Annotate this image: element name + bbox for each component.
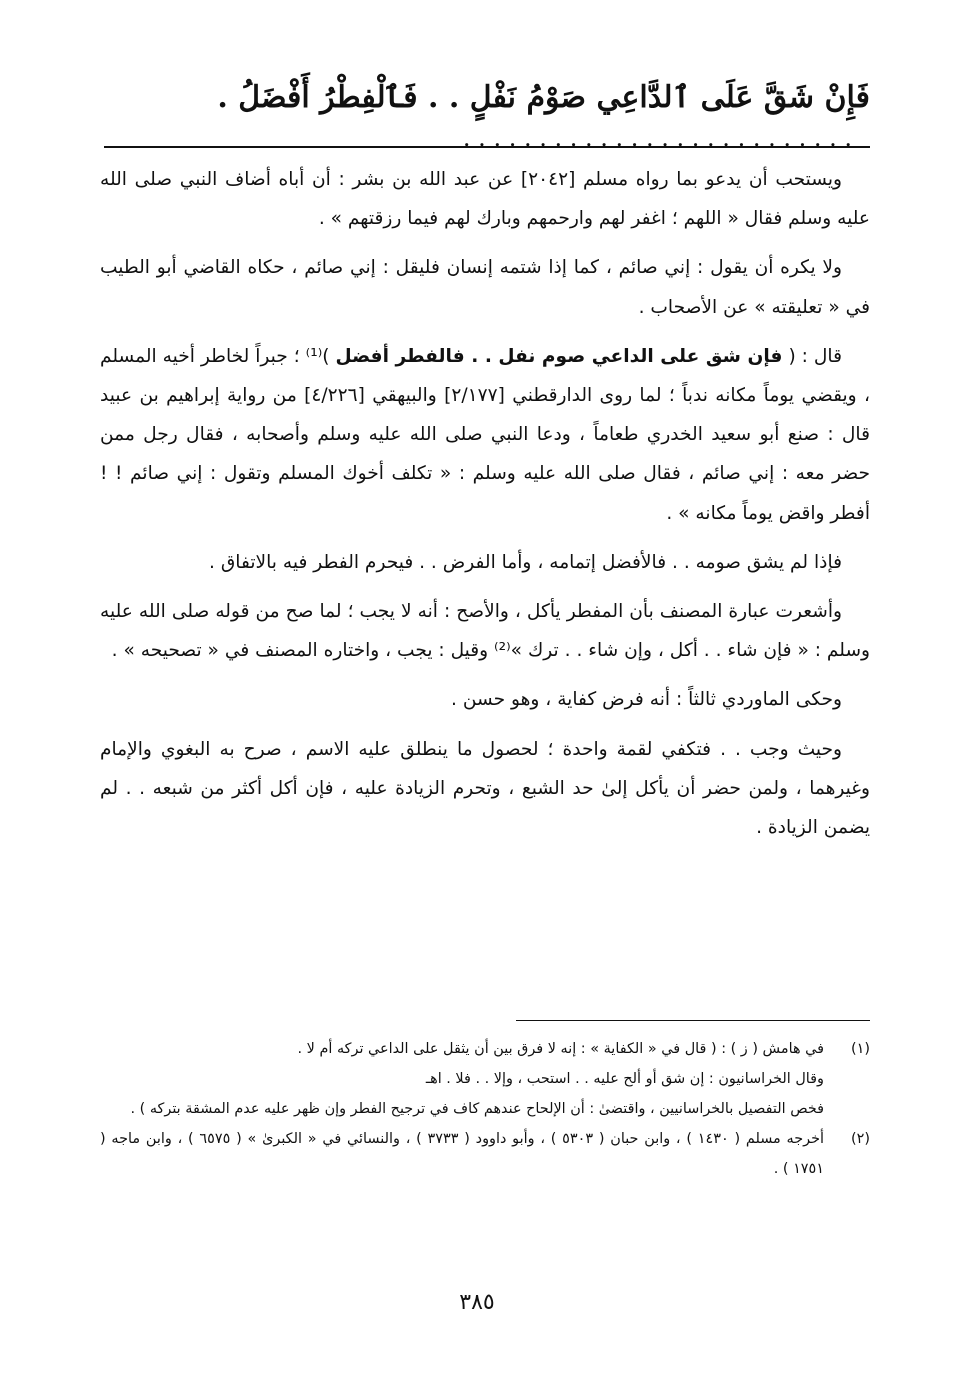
paragraph-3-intro: قال : ( (782, 345, 842, 367)
paragraph-4: فإذا لم يشق صومه . . فالأفضل إتمامه ، وأما الفرض . . فيحرم الفطر فيه بالاتفاق . (209, 551, 842, 573)
footnote-2 (100, 1124, 870, 1184)
paragraph-3-rest: )⁽¹⁾ ؛ جبراً لخاطر أخيه المسلم ، ويقضي يوماً مكانه ندباً ؛ لما روى الدارقطني [٢/١٧٧] والبيهقي [٤/٢٢٦] من رواية إبراهيم بن عبيد قال : صنع أبو سعيد الخدري طعاماً ، ودعا النبي صلى الله عليه وسلم وأصحابه ، فقال رجل ممن حضر معه : إني صائم ، فقال صلى الله عليه وسلم : « تكلف أخوك المسلم وتقول : إني صائم ! ! أفطر واقض يوماً مكانه » . (100, 345, 870, 524)
footnote-1 (100, 1034, 870, 1064)
footnote-separator (516, 1020, 870, 1021)
paragraph-5: وأشعرت عبارة المصنف بأن المفطر يأكل ، والأصح : أنه لا يجب ؛ لما صح من قوله صلى الله عليه وسلم : « فإن شاء . . أكل ، وإن شاء . . ترك »⁽²⁾ وقيل : يجب ، واختاره المصنف في « تصحيحه » . (100, 601, 870, 662)
footnotes (100, 1034, 870, 1184)
paragraph-3 (100, 337, 870, 533)
paragraph-1: ويستحب أن يدعو بما رواه مسلم [٢٠٤٢] عن عبد الله بن بشر : أن أباه أضاف النبي صلى الله عليه وسلم فقال « اللهم ؛ اغفر لهم وارحمهم وبارك لهم فيما رزقتهم » . (100, 169, 870, 230)
footnote-1-line-3: فخص التفصيل بالخراسانيين ، واقتضىٰ : أن الإلحاح عندهم كاف في ترجيح الفطر وإن ظهر عليه عدم المشقة بتركه ) . (130, 1101, 824, 1117)
header-title: فَإِنْ شَقَّ عَلَى ٱلدَّاعِي صَوْمُ نَفْلٍ . . فَٱلْفِطْرُ أَفْضَلُ . (217, 80, 870, 115)
paragraph-2: ولا يكره أن يقول : إني صائم ، كما إذا شتمه إنسان فليقل : إني صائم ، حكاه القاضي أبو الطيب في « تعليقته » عن الأصحاب . (100, 257, 870, 318)
paragraph-7: وحيث وجب . . فتكفي لقمة واحدة ؛ لحصول ما ينطلق عليه الاسم ، صرح به البغوي والإمام وغيرهما ، ولمن حضر أن يأكل إلىٰ حد الشبع ، وتحرم الزيادة عليه ، فإن أكل أكثر من شبعه . . لم يضمن الزيادة . (100, 738, 870, 839)
running-header (100, 72, 870, 152)
paragraph-6: وحكى الماوردي ثالثاً : أنه فرض كفاية ، وهو حسن . (451, 689, 842, 711)
footnote-1-line-2: وقال الخراسانيون : إن شق أو ألح عليه . . استحب ، وإلا . . فلا . اهـ (425, 1071, 824, 1087)
header-rule (104, 146, 870, 148)
footnote-2-number: (٢) (851, 1131, 870, 1147)
matn-quote: فإن شق على الداعي صوم نفل . . فالفطر أفضل (335, 345, 783, 367)
main-text (100, 160, 870, 857)
page-number: ٣٨٥ (459, 1290, 495, 1315)
header-dot-leader: . . . . . . . . . . . . . . . . . . . . . . . . . . (462, 124, 852, 152)
footnote-2-text: أخرجه مسلم ( ١٤٣٠ ) ، وابن حبان ( ٥٣٠٣ ) ، وأبو داوود ( ٣٧٣٣ ) ، والنسائي في « الكبرىٰ » ( ٦٥٧٥ ) ، وابن ماجه ( ١٧٥١ ) . (100, 1131, 824, 1177)
footnote-1-number: (١) (851, 1041, 870, 1057)
footnote-1-line-1: في هامش ( ز ) : ( قال في « الكفاية » : إنه لا فرق بين أن يثقل على الداعي تركه أم لا . (297, 1041, 824, 1057)
